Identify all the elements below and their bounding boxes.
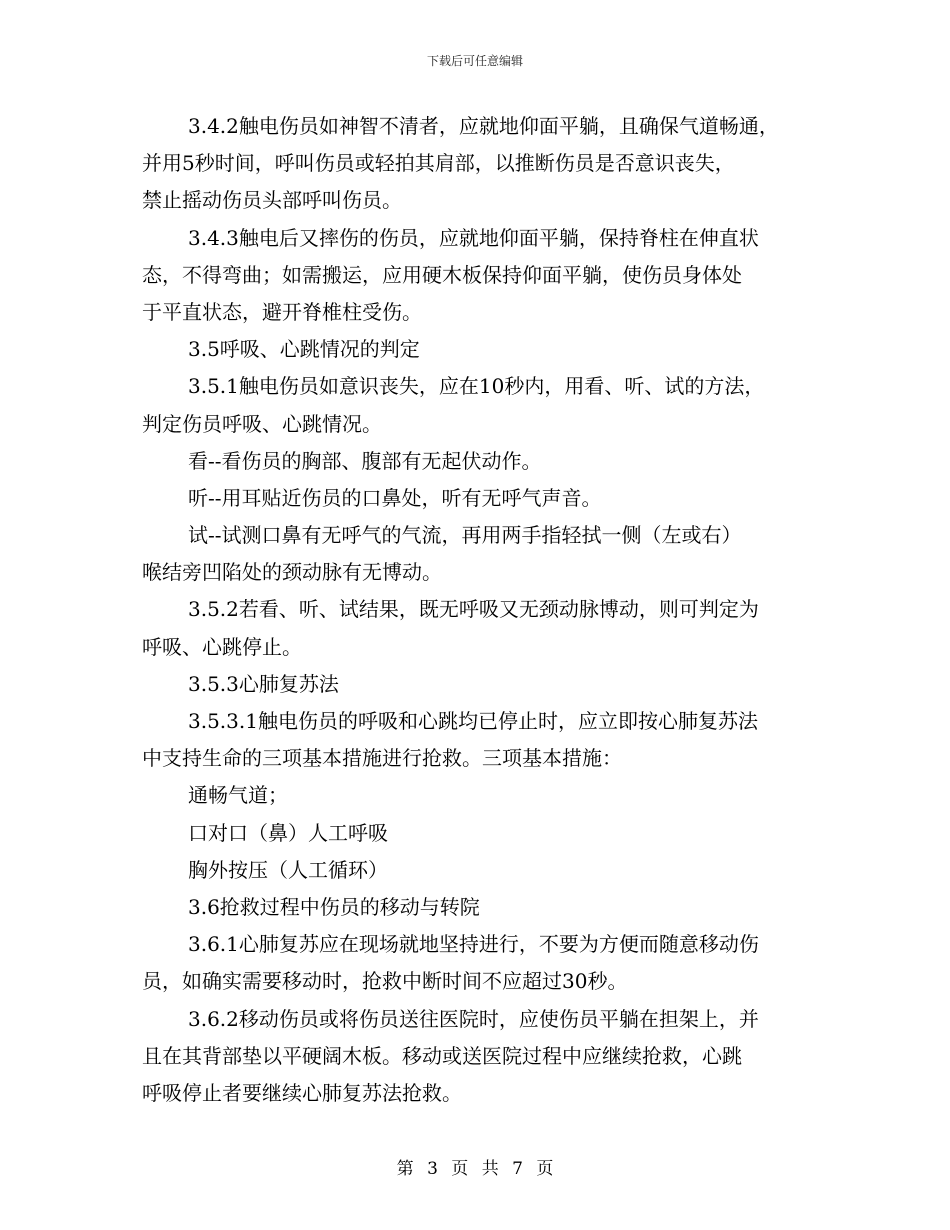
paragraph-line: 员，如确实需要移动时，抢救中断时间不应超过30秒。: [142, 969, 628, 994]
paragraph-line: 试--试测口鼻有无呼气的气流，再用两手指轻拭一侧（左或右）: [188, 523, 742, 548]
paragraph-line: 3.6抢救过程中伤员的移动与转院: [188, 894, 480, 919]
paragraph-line: 3.5.3心肺复苏法: [188, 671, 339, 696]
paragraph-line: 且在其背部垫以平硬阔木板。移动或送医院过程中应继续抢救，心跳: [142, 1043, 742, 1068]
paragraph-line: 3.6.1心肺复苏应在现场就地坚持进行，不要为方便而随意移动伤: [188, 932, 759, 957]
paragraph-line: 并用5秒时间，呼叫伤员或轻拍其肩部，以推断伤员是否意识丧失，: [142, 151, 735, 176]
paragraph-line: 听--用耳贴近伤员的口鼻处，听有无呼气声音。: [188, 485, 602, 510]
paragraph-line: 看--看伤员的胸部、腹部有无起伏动作。: [188, 448, 542, 473]
paragraph-line: 3.4.2触电伤员如神智不清者，应就地仰面平躺，且确保气道畅通，: [188, 114, 779, 138]
paragraph-line: 3.4.3触电后又摔伤的伤员，应就地仰面平躺，保持脊柱在伸直状: [188, 225, 759, 250]
paragraph-line: 判定伤员呼吸、心跳情况。: [142, 411, 382, 436]
paragraph-line: 通畅气道；: [188, 783, 288, 808]
paragraph-line: 禁止摇动伤员头部呼叫伤员。: [142, 188, 402, 213]
paragraph-line: 呼吸、心跳停止。: [142, 634, 302, 659]
paragraph-line: 喉结旁凹陷处的颈动脉有无博动。: [142, 560, 442, 585]
paragraph-line: 呼吸停止者要继续心肺复苏法抢救。: [142, 1080, 462, 1105]
page-footer: 第 3 页 共 7 页: [396, 1159, 554, 1179]
paragraph-line: 中支持生命的三项基本措施进行抢救。三项基本措施：: [142, 746, 622, 771]
page-header: 下载后可任意编辑: [426, 54, 523, 68]
paragraph-line: 3.6.2移动伤员或将伤员送往医院时，应使伤员平躺在担架上，并: [188, 1006, 759, 1031]
paragraph-line: 3.5.2若看、听、试结果，既无呼吸又无颈动脉博动，则可判定为: [188, 597, 759, 622]
document-body: [142, 108, 832, 1112]
paragraph-line: 态，不得弯曲；如需搬运，应用硬木板保持仰面平躺，使伤员身体处: [142, 262, 742, 287]
paragraph-line: 口对口（鼻）人工呼吸: [188, 820, 388, 845]
paragraph-line: 胸外按压（人工循环）: [188, 857, 388, 882]
paragraph-line: 3.5.3.1触电伤员的呼吸和心跳均已停止时，应立即按心肺复苏法: [188, 709, 758, 733]
paragraph-line: 3.5呼吸、心跳情况的判定: [188, 337, 420, 362]
paragraph-line: 于平直状态，避开脊椎柱受伤。: [142, 299, 422, 324]
paragraph-line: 3.5.1触电伤员如意识丧失，应在10秒内，用看、听、试的方法，: [188, 374, 765, 399]
